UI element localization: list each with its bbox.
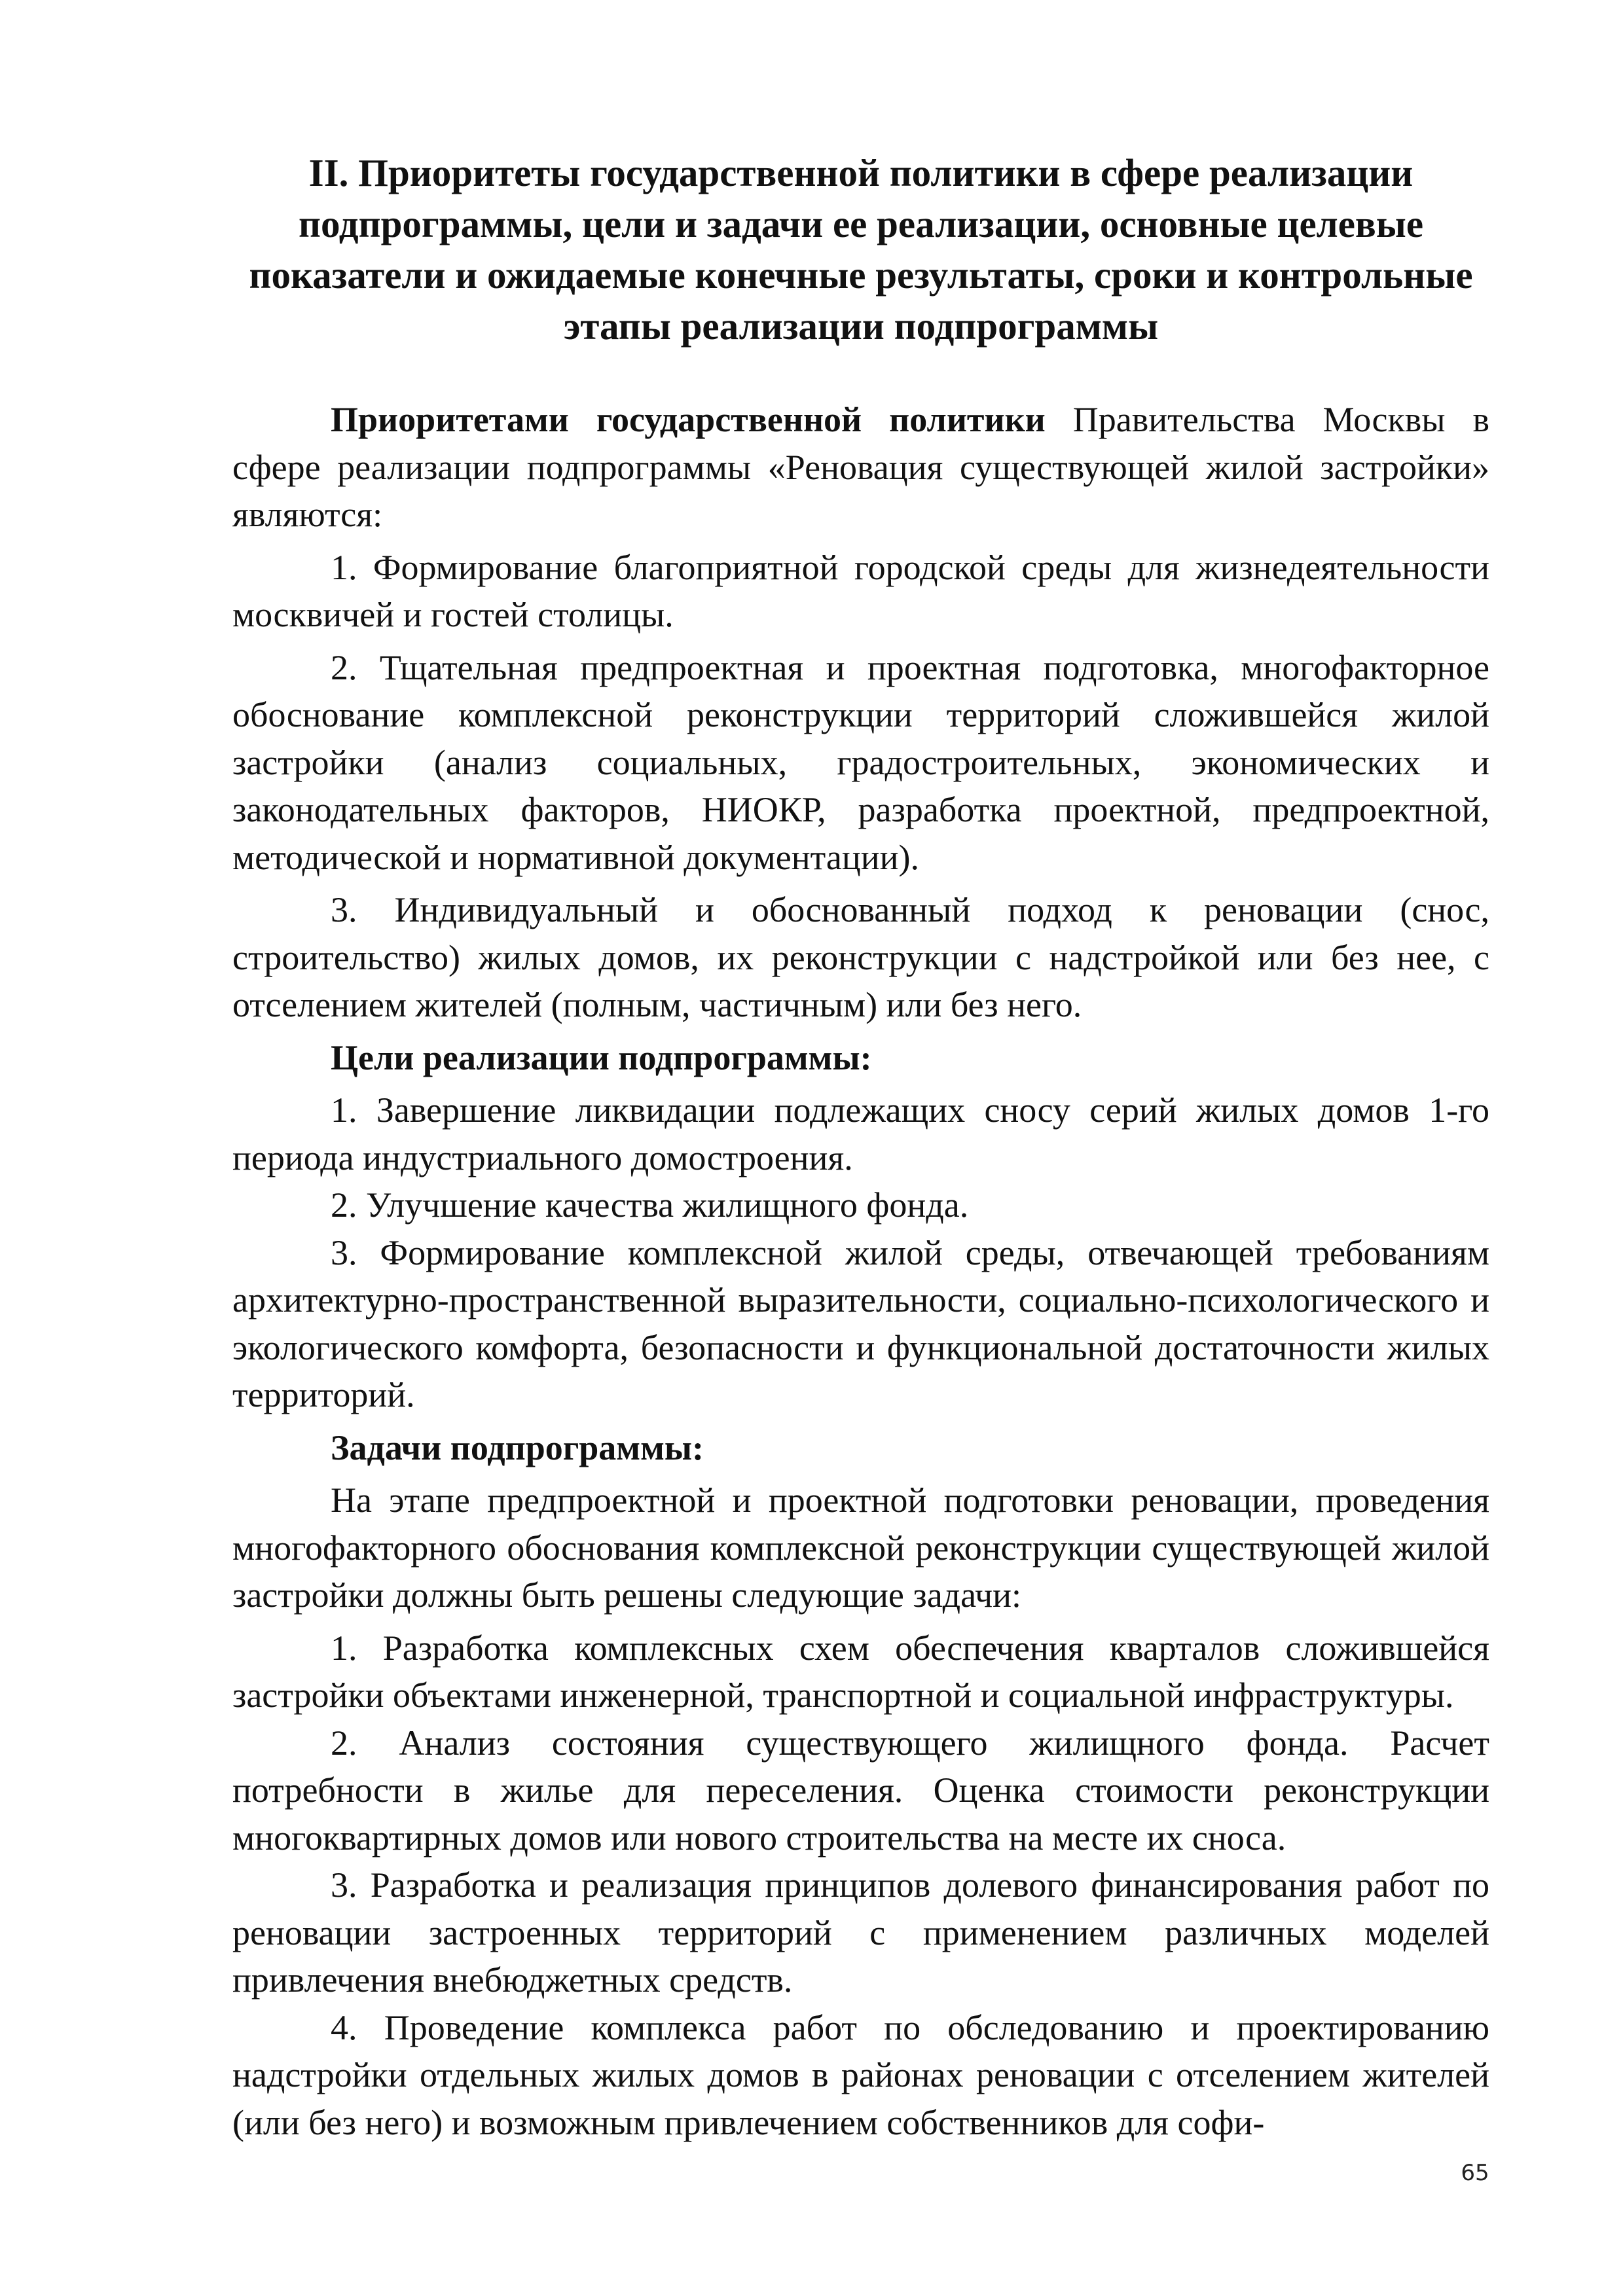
priorities-intro-rest: Правительства Москвы в сфере реализации подпрограммы «Реновация существующей жилой застройки» являются: [232,400,1489,534]
document-page [232,147,1489,2146]
priority-item-2: 2. Тщательная предпроектная и проектная подготовка, многофакторное обоснование комплексной реконструкции территорий сложившейся жилой застройки (анализ социальных, градостроительных, экономических и законодательных факторов, НИОКР, разработка проектной, предпроектной, методической и нормативной документации). [232,647,1489,877]
document-body [232,396,1489,2146]
tasks-heading: Задачи подпрограммы: [331,1427,704,1467]
task-item-3: 3. Разработка и реализация принципов долевого финансирования работ по реновации застроенных территорий с применением различных моделей привлечения внебюджетных средств. [232,1865,1489,2000]
goals-heading: Цели реализации подпрограммы: [331,1037,872,1077]
priority-item-1: 1. Формирование благоприятной городской среды для жизнедеятельности москвичей и гостей столицы. [232,547,1489,634]
task-item-1: 1. Разработка комплексных схем обеспечения кварталов сложившейся застройки объектами инженерной, транспортной и социальной инфраструктуры. [232,1628,1489,1715]
goal-item-2: 2. Улучшение качества жилищного фонда. [331,1185,969,1225]
priority-item-3: 3. Индивидуальный и обоснованный подход к реновации (снос, строительство) жилых домов, их реконструкции с надстройкой или без нее, с отселением жителей (полным, частичным) или без него. [232,890,1489,1024]
goal-item-1: 1. Завершение ликвидации подлежащих сносу серий жилых домов 1-го периода индустриального домостроения. [232,1090,1489,1177]
priorities-intro-bold: Приоритетами государственной политики [331,400,1046,439]
goal-item-3: 3. Формирование комплексной жилой среды, отвечающей требованиям архитектурно-пространственной выразительности, социально-психологического и экологического комфорта, безопасности и функциональной достаточности жилых территорий. [232,1232,1489,1414]
priorities-intro [232,396,1489,539]
tasks-intro: На этапе предпроектной и проектной подготовки реновации, проведения многофакторного обоснования комплексной реконструкции существующей жилой застройки должны быть решены следующие задачи: [232,1480,1489,1615]
task-item-4: 4. Проведение комплекса работ по обследованию и проектированию надстройки отдельных жилых домов в районах реновации с отселением жителей (или без него) и возможным привлечением собственников для софи- [232,2007,1489,2142]
task-item-2: 2. Анализ состояния существующего жилищного фонда. Расчет потребности в жилье для переселения. Оценка стоимости реконструкции многоквартирных домов или нового строительства на месте их сноса. [232,1723,1489,1857]
page-number: 65 [1461,2160,1489,2186]
section-title: II. Приоритеты государственной политики в сфере реализации подпрограммы, цели и задачи ее реализации, основные целевые показатели и ожидаемые конечные результаты, сроки и контрольные этапы реализации подпрограммы [249,151,1473,348]
